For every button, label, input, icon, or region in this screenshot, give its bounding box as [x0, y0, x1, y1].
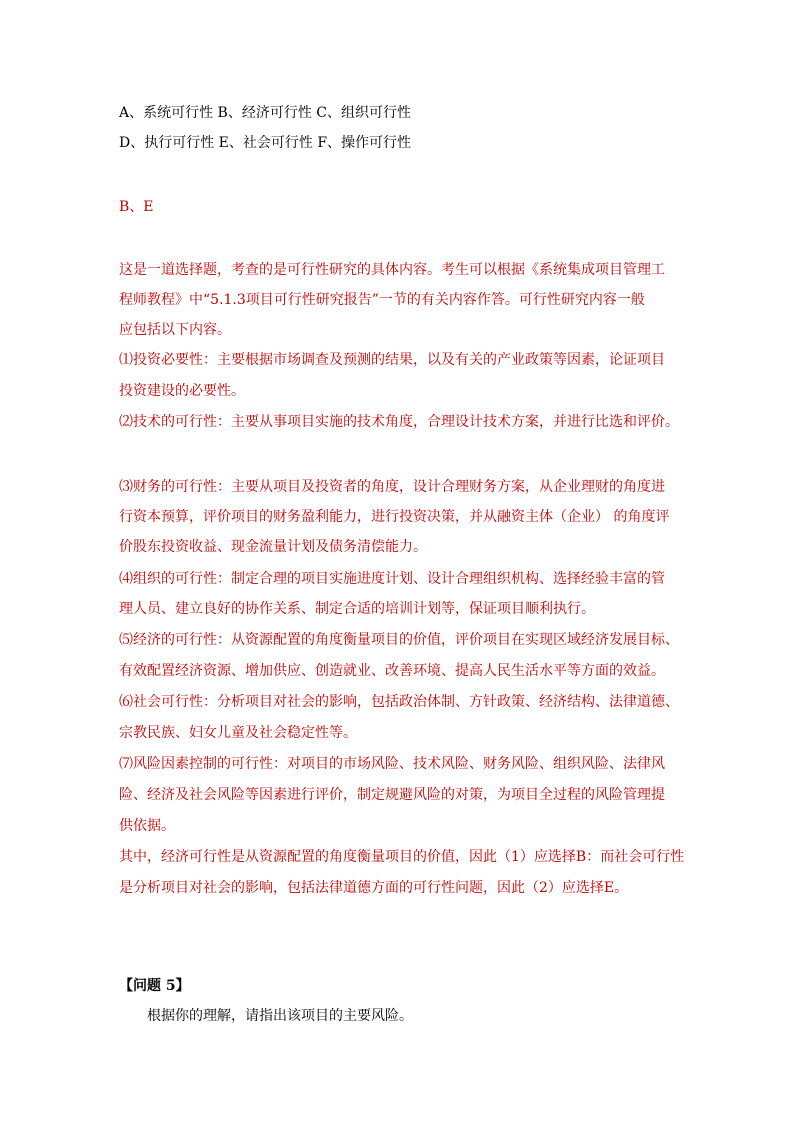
- analysis-intro-line: 应包括以下内容。: [119, 322, 231, 338]
- analysis-item-line: ⑵技术的可行性：主要从事项目实施的技术角度，合理设计技术方案，并进行比选和评价。: [119, 414, 679, 430]
- analysis-item-line: 行资本预算，评价项目的财务盈利能力，进行投资决策，并从融资主体（企业） 的角度评: [119, 509, 670, 525]
- analysis-item-line: ⑶财务的可行性：主要从项目及投资者的角度，设计合理财务方案，从企业理财的角度进: [119, 479, 665, 495]
- answer-text: B、E: [119, 199, 154, 215]
- analysis-conclusion-line: 其中，经济可行性是从资源配置的角度衡量项目的价值，因此（1）应选择B：而社会可行性: [119, 849, 685, 865]
- analysis-item-line: ⑷组织的可行性：制定合理的项目实施进度计划、设计合理组织机构、选择经验丰富的管: [119, 571, 665, 587]
- analysis-item-line: ⑴投资必要性：主要根据市场调查及预测的结果，以及有关的产业政策等因素，论证项目: [119, 352, 665, 368]
- options-line-1: A、系统可行性 B、经济可行性 C、组织可行性: [119, 105, 412, 121]
- options-line-2: D、执行可行性 E、社会可行性 F、操作可行性: [119, 135, 412, 151]
- question-5-heading: 【问题 5】: [119, 978, 190, 994]
- analysis-item-line: 理人员、建立良好的协作关系、制定合适的培训计划等，保证项目顺利执行。: [119, 601, 595, 617]
- analysis-item-line: ⑺风险因素控制的可行性：对项目的市场风险、技术风险、财务风险、组织风险、法律风: [119, 756, 665, 772]
- analysis-item-line: ⑸经济的可行性：从资源配置的角度衡量项目的价值，评价项目在实现区域经济发展目标、: [119, 632, 679, 648]
- analysis-item-line: 宗教民族、妇女儿童及社会稳定性等。: [119, 725, 357, 741]
- analysis-intro-line: 程师教程》中“5.1.3项目可行性研究报告”一节的有关内容作答。可行性研究内容一般: [119, 292, 645, 308]
- analysis-item-line: 险、经济及社会风险等因素进行评价，制定规避风险的对策，为项目全过程的风险管理提: [119, 787, 665, 803]
- analysis-item-line: 供依据。: [119, 818, 175, 834]
- analysis-conclusion-line: 是分析项目对社会的影响，包括法律道德方面的可行性问题，因此（2）应选择E。: [119, 880, 629, 896]
- analysis-item-line: 有效配置经济资源、增加供应、创造就业、改善环境、提高人民生活水平等方面的效益。: [119, 663, 665, 679]
- analysis-item-line: 价股东投资收益、现金流量计划及债务清偿能力。: [119, 539, 427, 555]
- analysis-intro-line: 这是一道选择题，考查的是可行性研究的具体内容。考生可以根据《系统集成项目管理工: [119, 262, 665, 278]
- analysis-item-line: ⑹社会可行性：分析项目对社会的影响，包括政治体制、方针政策、经济结构、法律道德、: [119, 694, 679, 710]
- analysis-item-line: 投资建设的必要性。: [119, 383, 245, 399]
- question-5-text: 根据你的理解，请指出该项目的主要风险。: [147, 1008, 413, 1024]
